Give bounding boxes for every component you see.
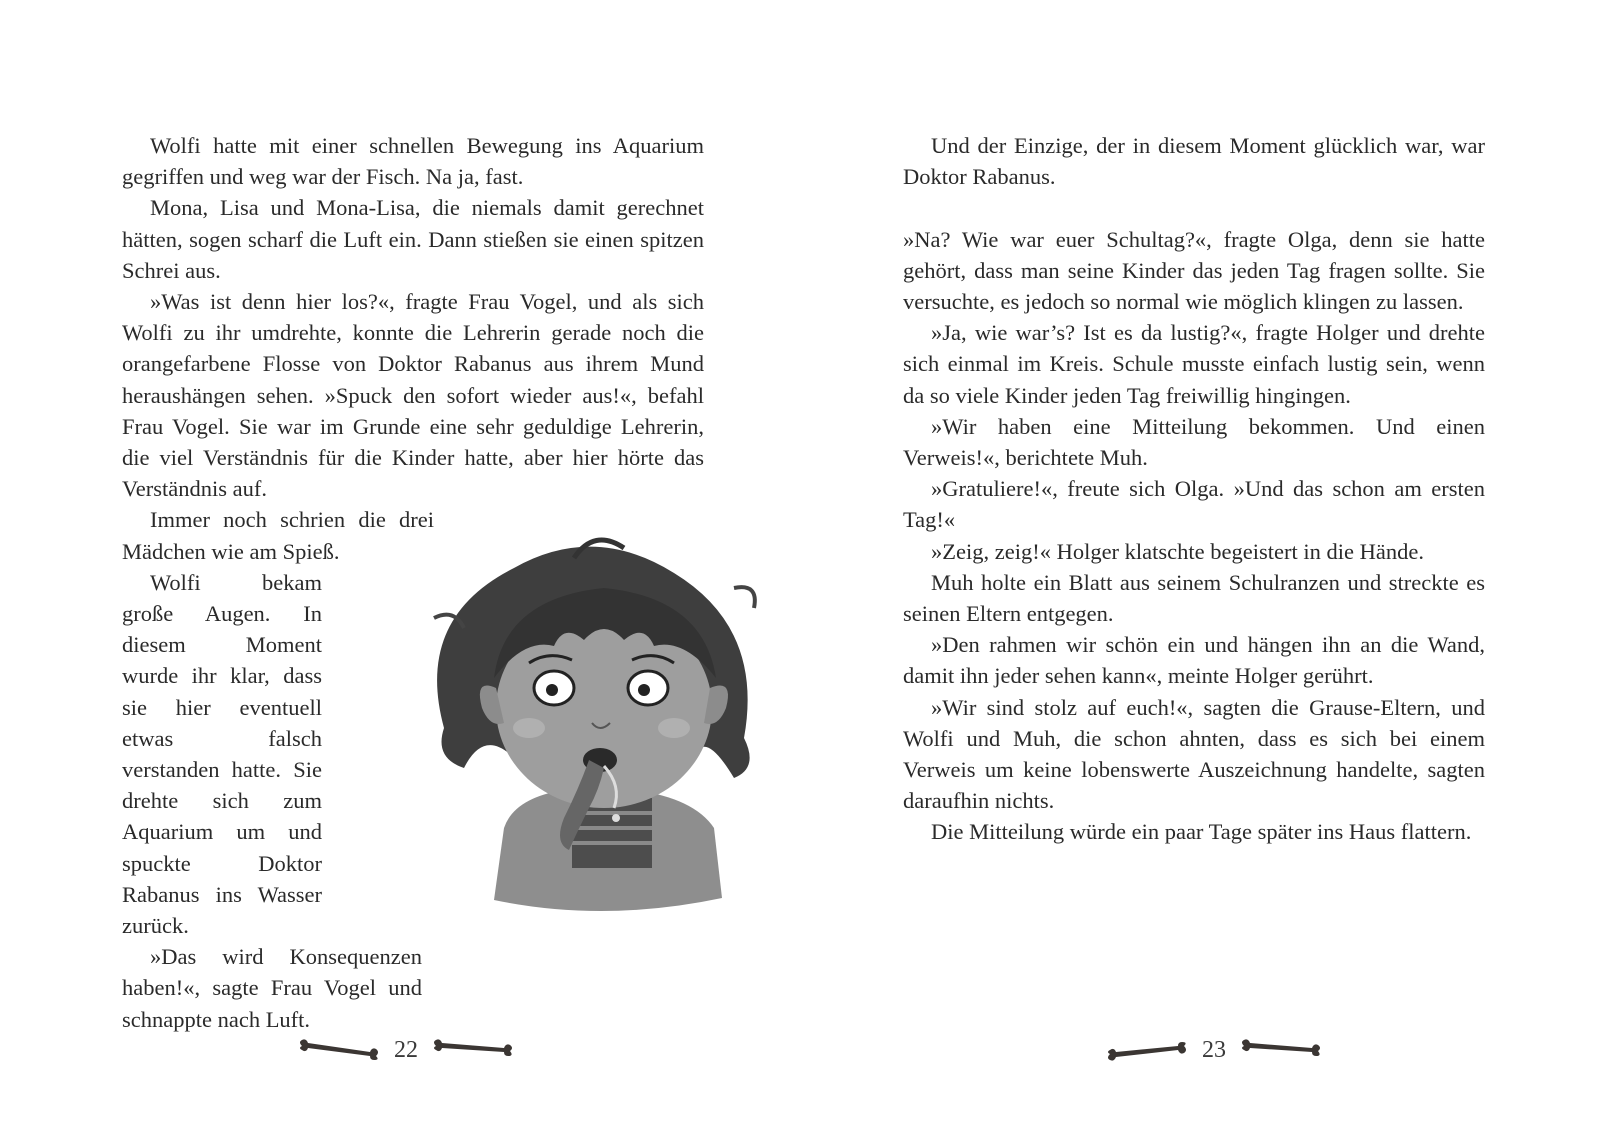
bone-icon [298,1038,380,1062]
girl-with-fish-in-mouth-illustration [404,528,784,918]
paragraph: Muh holte ein Blatt aus seinem Schulranzen und streckte es seinen Eltern entgegen. [903,569,1485,627]
bone-icon [432,1038,514,1062]
paragraph: Immer noch schrien die drei Mädchen wie am Spieß. [122,507,434,564]
paragraph: »Den rahmen wir schön ein und hängen ihn an die Wand, damit ihn jeder sehen kann«, meinte Holger gerührt. [903,632,1485,689]
right-page [800,0,1600,1131]
paragraph: »Zeig, zeig!« Holger klatschte begeistert in die Hände. [931,538,1424,564]
wrapped-text-column [122,504,434,1034]
paragraph: Und der Einzige, der in diesem Moment glücklich war, war Doktor Rabanus. [903,133,1485,190]
right-page-text [903,130,1485,848]
page-number: 23 [1202,1036,1226,1063]
page-number: 22 [394,1036,418,1063]
page-footer-left [298,1030,514,1070]
paragraph: Mona, Lisa und Mona-Lisa, die niemals damit gerechnet hätten, sogen scharf die Luft ein. Dann stießen sie einen spitzen Schrei aus. [122,195,704,283]
paragraph: Wolfi bekam große Augen. In diesem Moment wurde ihr klar, dass sie hier eventuell etwas falsch verstanden hatte. Sie drehte sich zum Aquarium um und spuckte Doktor Rabanus ins Wasser zurück. [122,569,322,939]
paragraph: »Ja, wie war’s? Ist es da lustig?«, fragte Holger und drehte sich einmal im Kreis. Schule musste einfach lustig sein, wenn da so viele Kinder jeden Tag freiwillig hingingen. [903,320,1485,408]
bone-icon [1240,1038,1322,1062]
paragraph: Die Mitteilung würde ein paar Tage später ins Haus flattern. [931,819,1472,845]
bone-icon [1106,1038,1188,1062]
paragraph: »Wir sind stolz auf euch!«, sagten die Grause-Eltern, und Wolfi und Muh, die schon ahnten, dass es sich bei einem Verweis um keine lobenswerte Auszeichnung handelte, sagten daraufhin nichts. [903,694,1485,814]
paragraph: »Wir haben eine Mitteilung bekommen. Und einen Verweis!«, berichtete Muh. [903,413,1485,471]
paragraph: »Was ist denn hier los?«, fragte Frau Vogel, und als sich Wolfi zu ihr umdrehte, konnte die Lehrerin gerade noch die orangefarbene Flosse von Doktor Rabanus aus ihrem Mund heraushängen sehen. »Spuck den sofort wieder aus!«, befahl Frau Vogel. Sie war im Grunde eine sehr geduldige Lehrerin, die viel Verständnis für die Kinder hatte, aber hier hörte das Verständnis auf. [122,289,704,502]
paragraph: »Na? Wie war euer Schultag?«, fragte Olga, denn sie hatte gehört, dass man seine Kinder das jeden Tag fragen sollte. Sie versuchte, es jedoch so normal wie möglich klingen zu lassen. [903,226,1485,314]
girl-illustration-svg [404,528,784,918]
paragraph: Wolfi hatte mit einer schnellen Bewegung ins Aquarium gegriffen und weg war der Fisch. Na ja, fast. [122,133,704,190]
page-footer-right [1106,1030,1322,1070]
paragraph: »Das wird Konsequenzen haben!«, sagte Frau Vogel und schnappte nach Luft. [122,944,422,1032]
paragraph: »Gratuliere!«, freute sich Olga. »Und das schon am ersten Tag!« [903,476,1485,533]
